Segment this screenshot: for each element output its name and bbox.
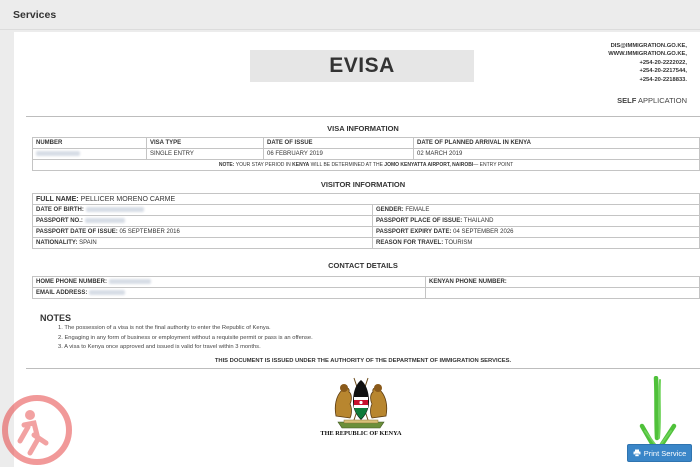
visa-number-value bbox=[33, 149, 147, 160]
divider bbox=[26, 368, 700, 369]
table-row bbox=[33, 277, 700, 288]
top-bar bbox=[0, 0, 700, 30]
planned-arrival-value: 02 MARCH 2019 bbox=[414, 149, 700, 160]
gender-cell: GENDER: FEMALE bbox=[373, 205, 700, 216]
table-row bbox=[33, 138, 700, 149]
print-service-button[interactable] bbox=[627, 444, 692, 462]
page-title: Services bbox=[13, 9, 57, 21]
nationality-cell: NATIONALITY: SPAIN bbox=[33, 238, 373, 249]
divider bbox=[26, 116, 700, 117]
list-item: 3. A visa to Kenya once approved and issued is valid for travel within 3 months. bbox=[58, 344, 261, 351]
empty-cell bbox=[426, 288, 700, 299]
passport-expiry-cell: PASSPORT EXPIRY DATE: 04 SEPTEMBER 2026 bbox=[373, 227, 700, 238]
table-row bbox=[33, 205, 700, 216]
header-number: NUMBER bbox=[33, 138, 147, 149]
notes-title: NOTES bbox=[40, 313, 72, 323]
header-date-of-issue: DATE OF ISSUE bbox=[264, 138, 414, 149]
header-planned-arrival: DATE OF PLANNED ARRIVAL IN KENYA bbox=[414, 138, 700, 149]
header-visa-type: VISA TYPE bbox=[147, 138, 264, 149]
redacted-value bbox=[86, 207, 144, 212]
visa-info-table bbox=[32, 137, 700, 171]
table-row bbox=[33, 227, 700, 238]
contact-phone-3: +254-20-2218833. bbox=[639, 76, 687, 83]
kenya-coat-of-arms-icon bbox=[330, 372, 392, 430]
dob-cell: DATE OF BIRTH: bbox=[33, 205, 373, 216]
contact-phone-1: +254-20-2222022, bbox=[639, 59, 687, 66]
emblem-caption: THE REPUBLIC OF KENYA bbox=[320, 430, 402, 437]
table-row bbox=[33, 194, 700, 205]
printer-icon bbox=[633, 449, 641, 457]
kenyan-phone-cell: KENYAN PHONE NUMBER: bbox=[426, 277, 700, 288]
watermark-logo-icon bbox=[0, 393, 74, 467]
table-row bbox=[33, 288, 700, 299]
passport-place-cell: PASSPORT PLACE OF ISSUE: THAILAND bbox=[373, 216, 700, 227]
redacted-value bbox=[36, 151, 80, 156]
contact-phone-2: +254-20-2217544, bbox=[639, 68, 687, 75]
evisa-document bbox=[14, 32, 700, 467]
passport-issue-cell: PASSPORT DATE OF ISSUE: 05 SEPTEMBER 2016 bbox=[33, 227, 373, 238]
visa-note: NOTE: YOUR STAY PERIOD IN KENYA WILL BE DETERMINED AT THE JOMO KENYATTA AIRPORT, NAIROBI— ENTRY POINT bbox=[33, 160, 700, 171]
redacted-value bbox=[89, 290, 125, 295]
date-of-issue-value: 06 FEBRUARY 2019 bbox=[264, 149, 414, 160]
contact-website: WWW.IMMIGRATION.GO.KE, bbox=[608, 51, 687, 58]
notes-list bbox=[58, 324, 313, 353]
table-row bbox=[33, 238, 700, 249]
print-service-label: Print Service bbox=[643, 448, 687, 458]
list-item: 2. Engaging in any form of business or employment without a requisite permit or pass is an offense. bbox=[58, 334, 313, 341]
visitor-info-table bbox=[32, 193, 700, 249]
redacted-value bbox=[85, 218, 125, 223]
redacted-value bbox=[109, 279, 151, 284]
visa-type-value: SINGLE ENTRY bbox=[147, 149, 264, 160]
table-row bbox=[33, 216, 700, 227]
full-name-cell: FULL NAME: PELLICER MORENO CARME bbox=[33, 194, 700, 205]
table-row bbox=[33, 149, 700, 160]
authority-statement: THIS DOCUMENT IS ISSUED UNDER THE AUTHORITY OF THE DEPARTMENT OF IMMIGRATION SERVICES. bbox=[214, 358, 512, 364]
application-type: SELF APPLICATION bbox=[617, 96, 687, 105]
table-row bbox=[33, 160, 700, 171]
contact-info bbox=[608, 42, 687, 84]
reason-cell: REASON FOR TRAVEL: TOURISM bbox=[373, 238, 700, 249]
contact-email: DIS@IMMIGRATION.GO.KE, bbox=[610, 43, 687, 49]
visitor-info-title: VISITOR INFORMATION bbox=[320, 180, 406, 189]
contact-details-table bbox=[32, 276, 700, 299]
list-item: 1. The possession of a visa is not the final authority to enter the Republic of Kenya. bbox=[58, 325, 271, 331]
email-cell: EMAIL ADDRESS: bbox=[33, 288, 426, 299]
evisa-heading: EVISA bbox=[250, 50, 474, 82]
visa-info-title: VISA INFORMATION bbox=[327, 124, 399, 133]
passport-no-cell: PASSPORT NO.: bbox=[33, 216, 373, 227]
home-phone-cell: HOME PHONE NUMBER: bbox=[33, 277, 426, 288]
contact-details-title: CONTACT DETAILS bbox=[328, 261, 398, 270]
